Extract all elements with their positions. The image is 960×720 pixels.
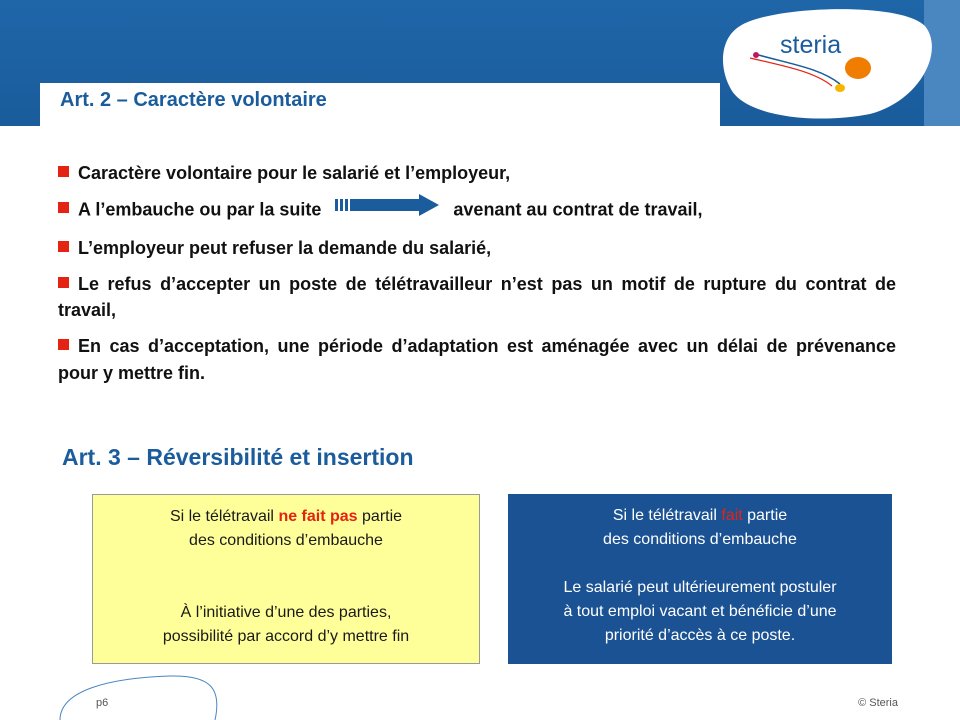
box-line: des conditions d’embauche [603, 531, 797, 548]
right-condition-box [508, 494, 892, 664]
bullet-text: En cas d’acceptation, une période d’adaptation est aménagée avec un délai de prévenance pour y mettre fin. [58, 336, 896, 383]
logo-orange-shape-icon [845, 57, 871, 79]
page-number: p6 [96, 697, 109, 709]
bullet-text: Caractère volontaire pour le salarié et l’employeur, [78, 163, 511, 183]
logo-dot-icon [753, 52, 759, 58]
box-emphasis: fait [721, 507, 743, 524]
spacer [93, 553, 479, 601]
bullet-text: A l’embauche ou par la suite [78, 199, 322, 220]
bullet-item [58, 333, 896, 385]
box-text: partie [742, 507, 788, 524]
footer-curve [0, 670, 240, 720]
box-emphasis: ne fait pas [278, 508, 358, 525]
bullet-list [58, 160, 896, 396]
logo-text: steria [780, 31, 842, 59]
box-text: Si le télétravail [169, 508, 279, 525]
box-line: Le salarié peut ultérieurement postuler [563, 579, 837, 596]
bullet-text: L’employeur peut refuser la demande du salarié, [78, 238, 492, 259]
steria-logo [710, 6, 940, 121]
right-arrow-icon [335, 194, 439, 223]
box-text: partie [357, 508, 403, 525]
box-line [93, 505, 479, 529]
box-text: Si le télétravail [612, 507, 722, 524]
box-line: priorité d’accès à ce poste. [604, 627, 796, 644]
bullet-item [58, 271, 896, 323]
bullet-text: avenant au contrat de travail, [453, 199, 703, 220]
bullet-item [58, 160, 896, 186]
bullet-square-icon [58, 202, 69, 213]
bullet-square-icon [58, 241, 69, 252]
bullet-item [58, 196, 896, 225]
left-condition-box [92, 494, 480, 664]
box-line: des conditions d’embauche [189, 532, 383, 549]
bullet-text: Le refus d’accepter un poste de télétravailleur n’est pas un motif de rupture du contrat de travail, [58, 274, 896, 321]
box-line: à tout emploi vacant et bénéficie d’une [563, 603, 837, 620]
box-line: À l’initiative d’une des parties, [180, 604, 392, 621]
box-line [508, 504, 892, 528]
bullet-item [58, 235, 896, 261]
copyright: © Steria [858, 697, 898, 709]
bullet-square-icon [58, 166, 69, 177]
box-line: possibilité par accord d’y mettre fin [162, 628, 410, 645]
bullet-square-icon [58, 339, 69, 350]
slide-title: Art. 2 – Caractère volontaire [60, 89, 327, 111]
section-title: Art. 3 – Réversibilité et insertion [62, 444, 414, 470]
spacer [508, 552, 892, 576]
bullet-square-icon [58, 277, 69, 288]
